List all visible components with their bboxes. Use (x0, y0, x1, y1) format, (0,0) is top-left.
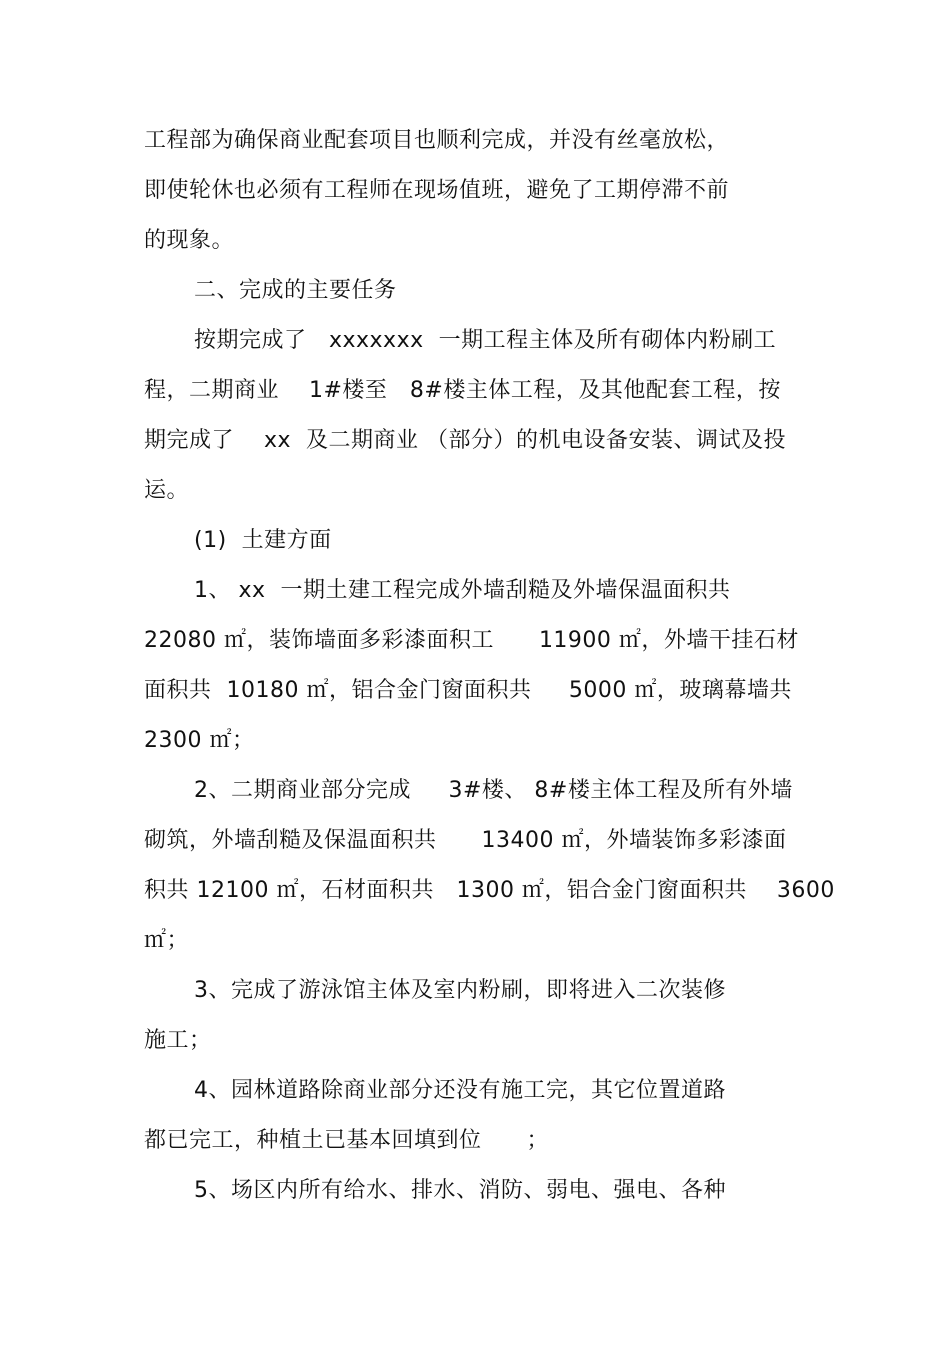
text-line: 2300 ㎡； (144, 728, 255, 753)
text-line: 3、完成了游泳馆主体及室内粉刷，即将进入二次装修 (194, 978, 726, 1003)
text-line: 的现象。 (144, 228, 235, 253)
text-line: 运。 (144, 478, 190, 503)
section-heading: 二、完成的主要任务 (194, 278, 397, 303)
subsection-heading: (1) 土建方面 (194, 528, 332, 553)
text-line: 积共 12100 ㎡，石材面积共 1300 ㎡，铝合金门窗面积共 3600 (144, 878, 835, 903)
text-line: 即使轮休也必须有工程师在现场值班，避免了工期停滞不前 (144, 178, 730, 203)
text-line: 施工； (144, 1028, 212, 1053)
text-line: ㎡； (144, 928, 190, 953)
text-line: 4、园林道路除商业部分还没有施工完，其它位置道路 (194, 1078, 726, 1103)
text-line: 砌筑，外墙刮糙及保温面积共 13400 ㎡，外墙装饰多彩漆面 (144, 828, 787, 853)
text-line: 工程部为确保商业配套项目也顺利完成，并没有丝毫放松， (144, 128, 730, 153)
text-line: 2、二期商业部分完成 3#楼、 8#楼主体工程及所有外墙 (194, 778, 793, 803)
text-line: 按期完成了 xxxxxxx 一期工程主体及所有砌体内粉刷工 (194, 328, 777, 353)
text-line: 都已完工，种植土已基本回填到位 ； (144, 1128, 549, 1153)
text-line: 程，二期商业 1#楼至 8#楼主体工程，及其他配套工程，按 (144, 378, 781, 403)
text-line: 22080 ㎡，装饰墙面多彩漆面积工 11900 ㎡，外墙干挂石材 (144, 628, 799, 653)
text-line: 1、 xx 一期土建工程完成外墙刮糙及外墙保温面积共 (194, 578, 731, 603)
text-line: 5、场区内所有给水、排水、消防、弱电、强电、各种 (194, 1178, 726, 1203)
text-line: 面积共 10180 ㎡，铝合金门窗面积共 5000 ㎡，玻璃幕墙共 (144, 678, 792, 703)
text-line: 期完成了 xx 及二期商业 （部分）的机电设备安装、调试及投 (144, 428, 786, 453)
